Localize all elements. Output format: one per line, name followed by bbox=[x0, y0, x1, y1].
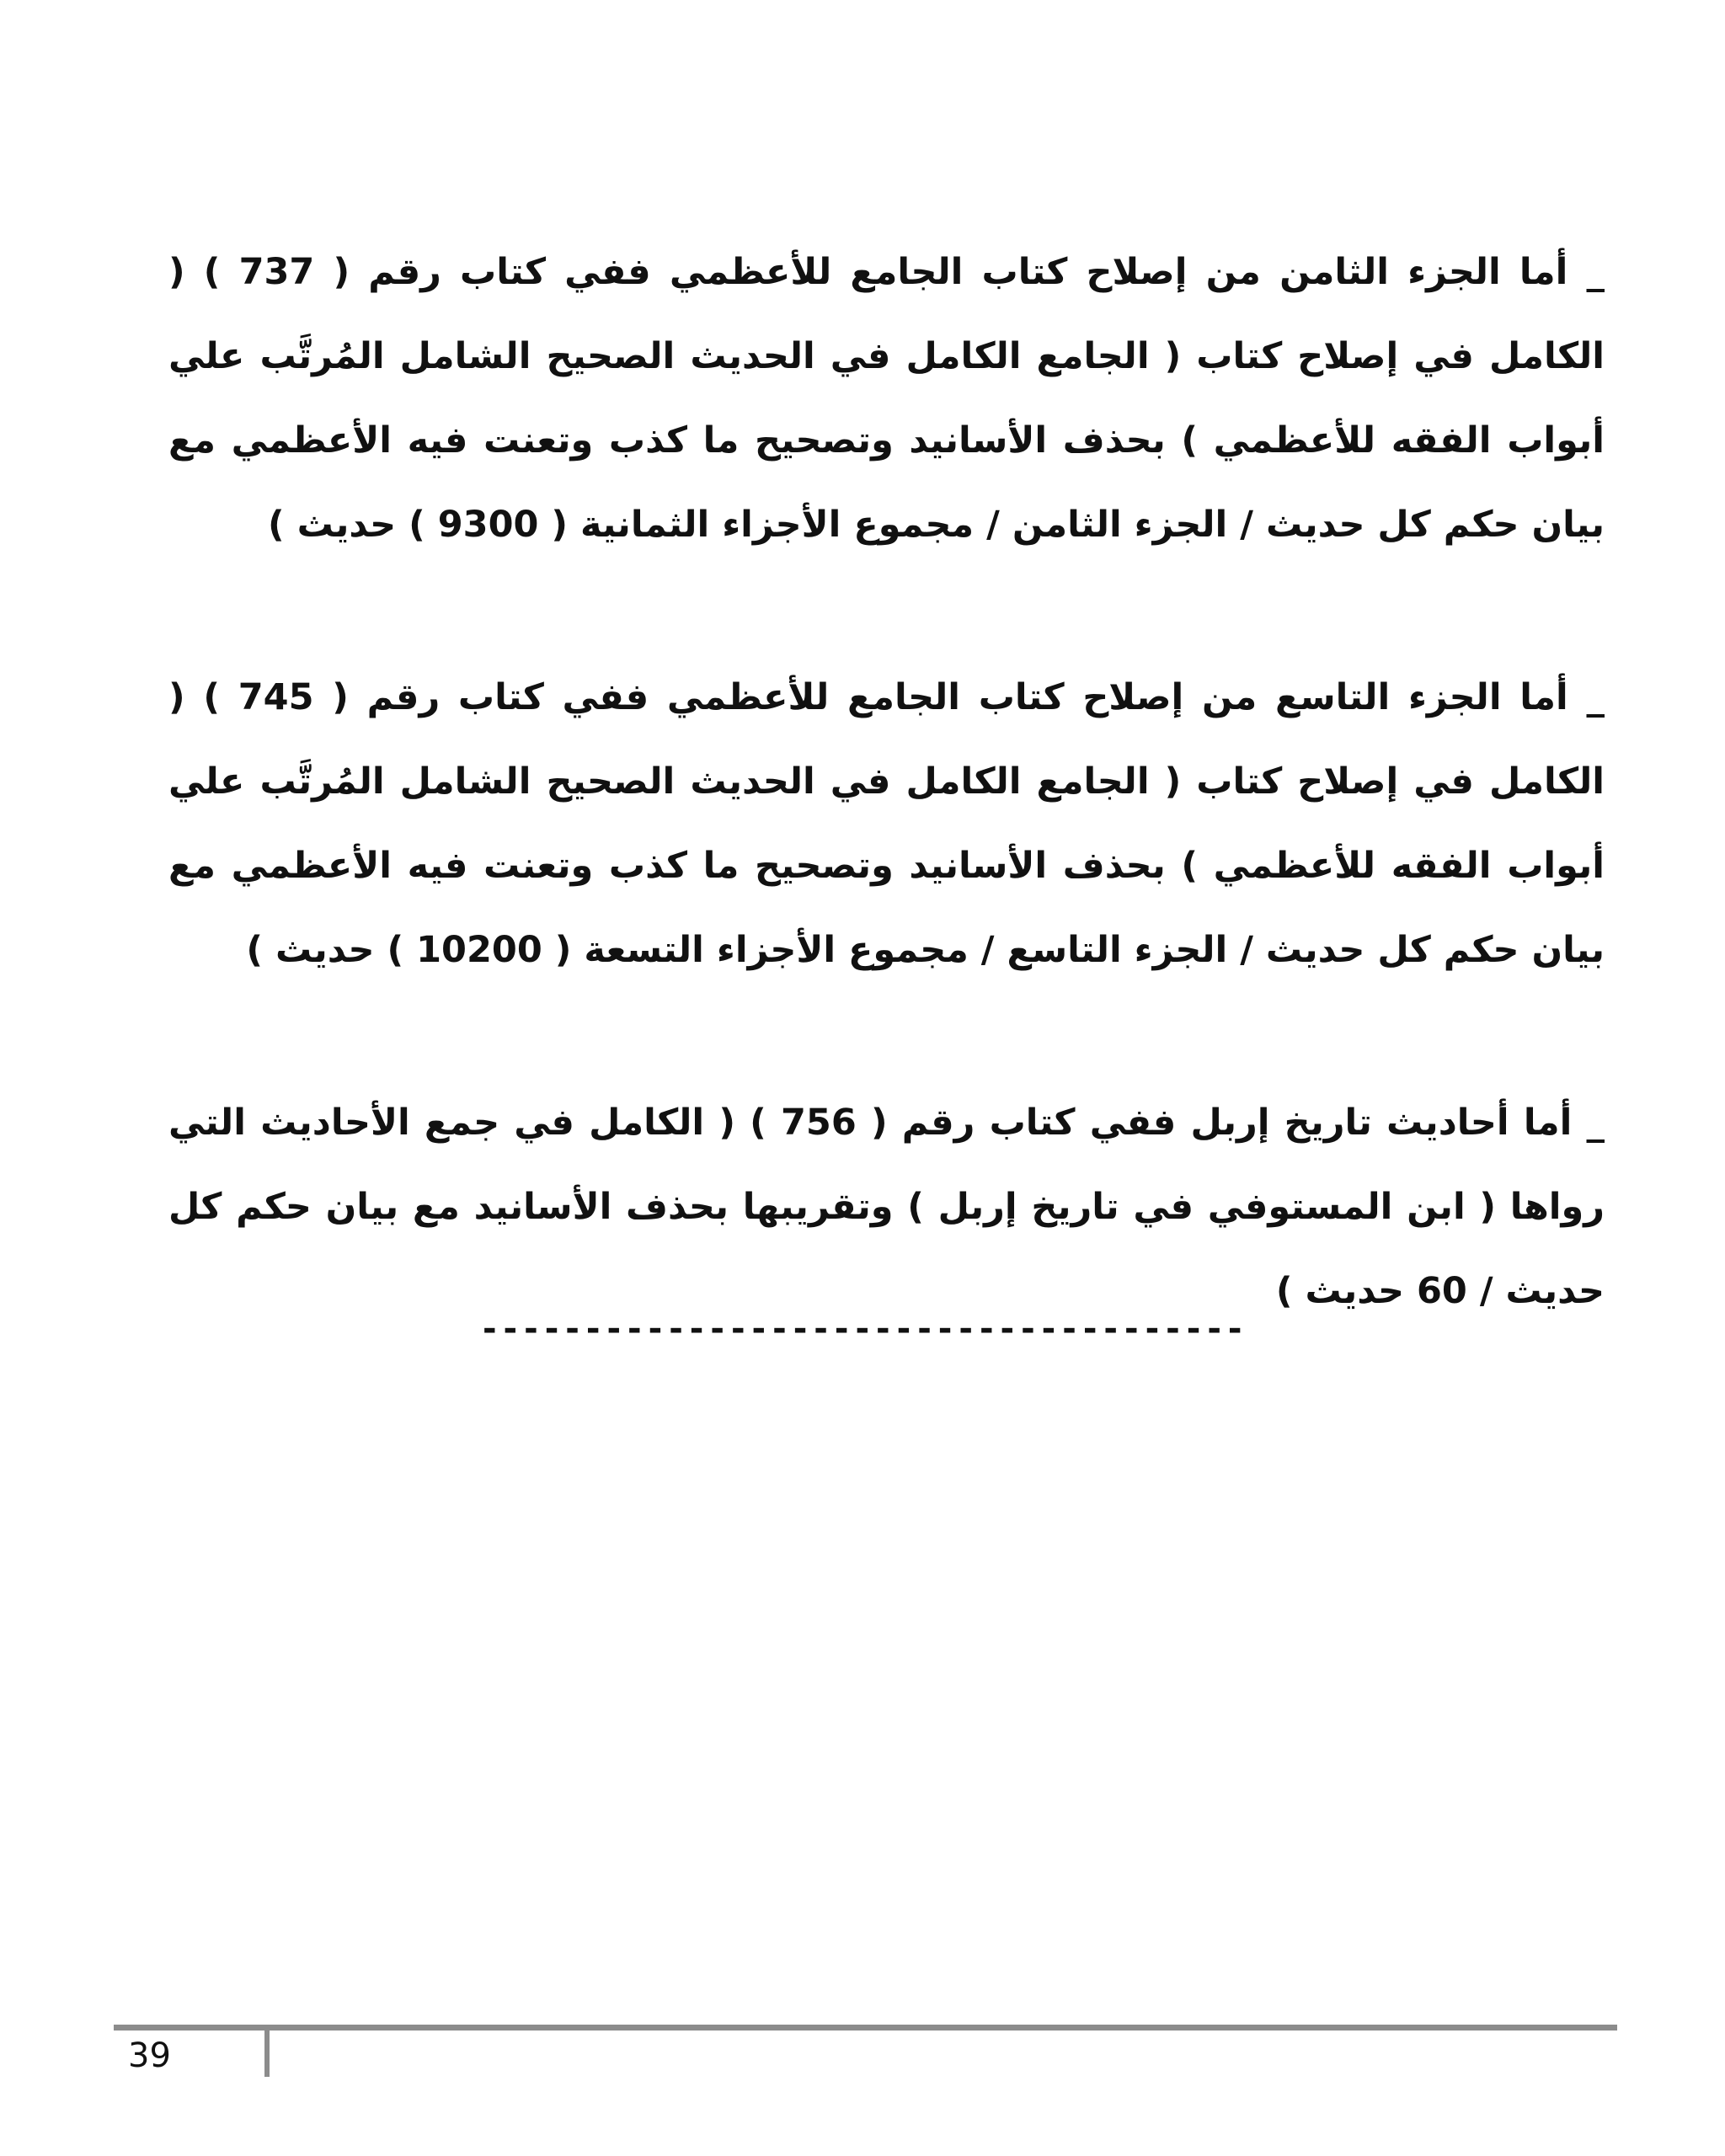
page-number: 39 bbox=[128, 2036, 171, 2075]
footer-divider-tick bbox=[264, 2025, 270, 2077]
footer-rule bbox=[114, 2025, 1617, 2031]
paragraph-part-eight: _ أما الجزء الثامن من إصلاح كتاب الجامع للأعظمي ففي كتاب رقم ( 737 ) ( الكامل في إصلاح كتاب ( الجامع الكامل في الحديث الصحيح الشامل المُرتَّب علي أبواب الفقه للأعظمي ) بحذف الأسانيد وتصحيح ما كذب وتعنت فيه الأعظمي مع بيان حكم كل حديث / الجزء الثامن / مجموع الأجزاء الثمانية ( 9300 ) حديث ) bbox=[168, 251, 1605, 546]
paragraph-irbil-hadiths: _ أما أحاديث تاريخ إربل ففي كتاب رقم ( 756 ) ( الكامل في جمع الأحاديث التي رواها ( ابن المستوفي في تاريخ إربل ) وتقريبها بحذف الأسانيد مع بيان حكم كل حديث / 60 حديث ) bbox=[168, 1102, 1605, 1312]
section-separator: ------------------------------------- bbox=[479, 1310, 1246, 1348]
paragraph-part-nine: _ أما الجزء التاسع من إصلاح كتاب الجامع للأعظمي ففي كتاب رقم ( 745 ) ( الكامل في إصلاح كتاب ( الجامع الكامل في الحديث الصحيح الشامل المُرتَّب علي أبواب الفقه للأعظمي ) بحذف الأسانيد وتصحيح ما كذب وتعنت فيه الأعظمي مع بيان حكم كل حديث / الجزء التاسع / مجموع الأجزاء التسعة ( 10200 ) حديث ) bbox=[168, 676, 1605, 971]
